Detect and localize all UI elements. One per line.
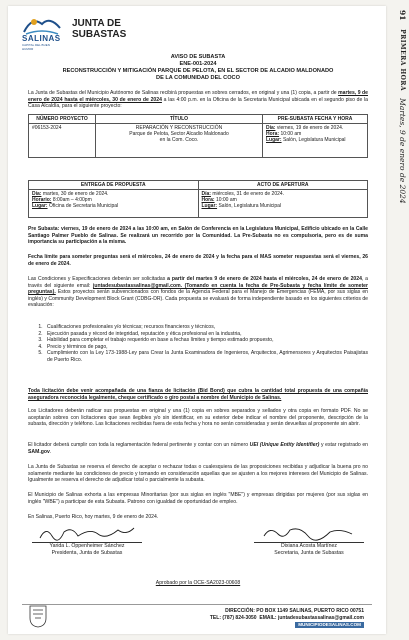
col-project-number: NÚMERO PROYECTO bbox=[29, 115, 96, 124]
intro-paragraph: La Junta de Subastas del Municipio Autónomo de Salinas recibirá propuestas en sobres cerrados, en original y una (1) copia, a partir de martes, 9 de enero de 2024 hasta el miércoles, 30 de enero de 2024 a las 4:00 p.m. en la Oficina de la Secretaria Municipal ubicada en el segundo piso de la Casa Alcaldía, para el siguiente proyecto: bbox=[28, 90, 368, 110]
presubasta-details: Día: viernes, 19 de enero de 2024. Hora: 10:00 am Lugar: Salón, Legislatura Municipal bbox=[263, 124, 368, 158]
rights-paragraph: La Junta de Subastas se reserva el derecho de aceptar o rechazar todas o cualesquiera de las proposiciones recibidas y adjudicar la buena pro no solamente mediante las condiciones de precio y tomando en consideración aquellas que se ajusten a los mejores intereses del Municipio de Salinas. Igualmente se reserva el derecho de adjudicar total o parcialmente la subasta. bbox=[28, 464, 368, 484]
col-delivery: ENTREGA DE PROPUESTA bbox=[29, 181, 199, 190]
signature-right-icon bbox=[260, 524, 360, 542]
list-item: 4. Precio y términos de pago, bbox=[44, 344, 368, 351]
page-number: 91 bbox=[398, 10, 407, 21]
signature-block-left: Yarida L. Oppenheimer Sánchez Presidenta, Junta de Subastas bbox=[32, 542, 142, 556]
minority-paragraph: El Municipio de Salinas exhorta a las empresas Minoritarias (por sus siglas en inglés "MBE") y empresas dirigidas por mujeres (por sus siglas en inglés "WBE") a participar de esta Subasta. Patrono con igualdad de oportunidad de empleo. bbox=[28, 492, 368, 505]
project-number: #06153-2024 bbox=[29, 124, 96, 158]
opening-details: Día: miércoles, 31 de enero de 2024. Hora: 10:00 am Lugar: Salón, Legislatura Municipal bbox=[198, 190, 368, 218]
conditions-paragraph: Las Condiciones y Especificaciones deberán ser solicitadas a partir del martes 9 de enero de 2024 hasta el miércoles, 24 de enero de 2024, a través del siguiente email: juntadesubastassalinas@gmail.com. (Tomando en cuenta la fecha de Pre-Subasta y fecha límite de someter preguntas). Estos proyectos serán subvencionados con fondos de la Agencia Federal para el Manejo de Emergencias (FEMA, por sus siglas en inglés) y Community Development Block Grant (CDBG-DR). Cada propuesta se evaluará de forma independiente basado en los siguientes criterios de evaluación: bbox=[28, 276, 368, 309]
list-item: 1. Cualificaciones profesionales y/o técnicas; recursos financieros y técnicos, bbox=[44, 324, 368, 331]
signature-block-right: Dixiana Acosta Martínez Secretaria, Junta de Subastas bbox=[254, 542, 364, 556]
delivery-details: Día: martes, 30 de enero de 2024. Horario: 8:00am – 4:00pm Lugar: Oficina de Secretaria Municipal bbox=[29, 190, 199, 218]
delivery-table bbox=[28, 180, 368, 218]
issue-date: Martes, 9 de enero de 2024 bbox=[398, 98, 407, 204]
newspaper-margin bbox=[389, 0, 409, 640]
footer-contact: DIRECCIÓN: PO BOX 1149 SALINAS, PUERTO RICO 00751 TEL: (787) 824-3050 EMAIL: juntadesubastassalinas@gmail.com MUNICIPIODESALINAS.COM bbox=[209, 608, 364, 627]
notice-title: AVISO DE SUBASTA ENE-001-2024 RECONSTRUCCIÓN Y MITIGACIÓN PARQUE DE PELOTA, EN EL SECTOR DE ALCADIO MALDONADO DE LA COMUNIDAD DEL COCO bbox=[62, 54, 334, 81]
approval-note: Aprobado por la OCE-SA2023-00608 bbox=[155, 580, 241, 586]
signature-left-icon bbox=[38, 524, 138, 542]
salinas-logo-icon bbox=[22, 14, 62, 36]
logo-wordmark: SALINAS bbox=[22, 34, 61, 43]
municipal-seal-icon bbox=[28, 604, 48, 628]
bid-bond-paragraph: Toda licitación debe venir acompañada de una fianza de licitación (Bid Bond) que cubra la cantidad total propuesta de una compañía aseguradora reconocida legalmente, cheque certificado o giro postal a nombre del Municipio de Salinas. bbox=[28, 388, 368, 401]
list-item: 3. Habilidad para completar el trabajo requerido en base a fechas límites y tiempo estimado propuesto, bbox=[44, 337, 368, 344]
salinas-logo bbox=[22, 14, 62, 51]
presubasta-paragraph: Pre Subasta: viernes, 19 de enero de 2024 a las 10:00 am, en Salón de Conferencia en la Legislatura Municipal, Edificio ubicado en la Calle Santiago Palmer Pueblo de Salinas. Se realizará un recorrido por la Comunidad. La Pre-Subasta no es compulsoria, pero es de suma importancia su participación a la misma. bbox=[28, 226, 368, 246]
list-item: 5. Cumplimiento con la Ley 173-1988-Ley para Crear la Junta Examinadora de Ingenieros, Arquitectos, Agrimensores y Arquitectos Paisajistas de Puerto Rico. bbox=[44, 350, 368, 363]
section-name: PRIMERA HORA bbox=[399, 29, 406, 92]
col-opening: ACTO DE APERTURA bbox=[198, 181, 368, 190]
organization-name: JUNTA DE SUBASTAS bbox=[72, 18, 127, 40]
footer-divider bbox=[22, 604, 372, 605]
list-item: 2. Ejecución pasada y récord de integridad, reputación y ética profesional en la industria, bbox=[44, 331, 368, 338]
header bbox=[22, 14, 127, 51]
contact-email-link[interactable]: juntadesubastassalinas@gmail.com bbox=[92, 282, 181, 289]
table-row bbox=[29, 190, 368, 218]
newspaper-margin-text bbox=[398, 10, 407, 204]
signing-date: En Salinas, Puerto Rico, hoy martes, 9 de enero de 2024. bbox=[28, 514, 159, 520]
uei-paragraph: El licitador deberá cumplir con toda la reglamentación federal pertinente y contar con un número UEI (Unique Entity Identifier) y estar registrado en SAM.gov. bbox=[28, 442, 368, 455]
logo-tagline: CAPITAL DEL BUEN HUMOR bbox=[22, 43, 50, 51]
project-title: REPARACIÓN Y RECONSTRUCCIÓN Parque de Pelota, Sector Alcadio Maldonado en la Com. Coco. bbox=[96, 124, 263, 158]
col-title: TÍTULO bbox=[96, 115, 263, 124]
website-link[interactable]: MUNICIPIODESALINAS.COM bbox=[295, 622, 364, 629]
table-row bbox=[29, 124, 368, 158]
bidders-paragraph: Los Licitadores deberán radicar sus propuestas en original y una (1) copia en sobres separados y sellados y otra copia en formato PDF. No se aceptarán sobres con licitaciones que sean ilegibles y/o sin identificar, en su exterior debe indicar el nombre del proponente, descripción de la subasta, dirección y teléfono. Las licitaciones recibidas fuera de esta fecha y hora no serán consideradas y serán devueltas al proponente sin abrir. bbox=[28, 408, 368, 428]
notice-page bbox=[8, 6, 386, 634]
project-table bbox=[28, 114, 368, 158]
deadline-paragraph: Fecha límite para someter preguntas será el miércoles, 24 de enero de 2024 y la fecha para el MAS someter respuestas será el viernes, 26 de enero de 2024. bbox=[28, 254, 368, 267]
criteria-list bbox=[28, 324, 368, 364]
col-presubasta: PRE-SUBASTA FECHA Y HORA bbox=[263, 115, 368, 124]
